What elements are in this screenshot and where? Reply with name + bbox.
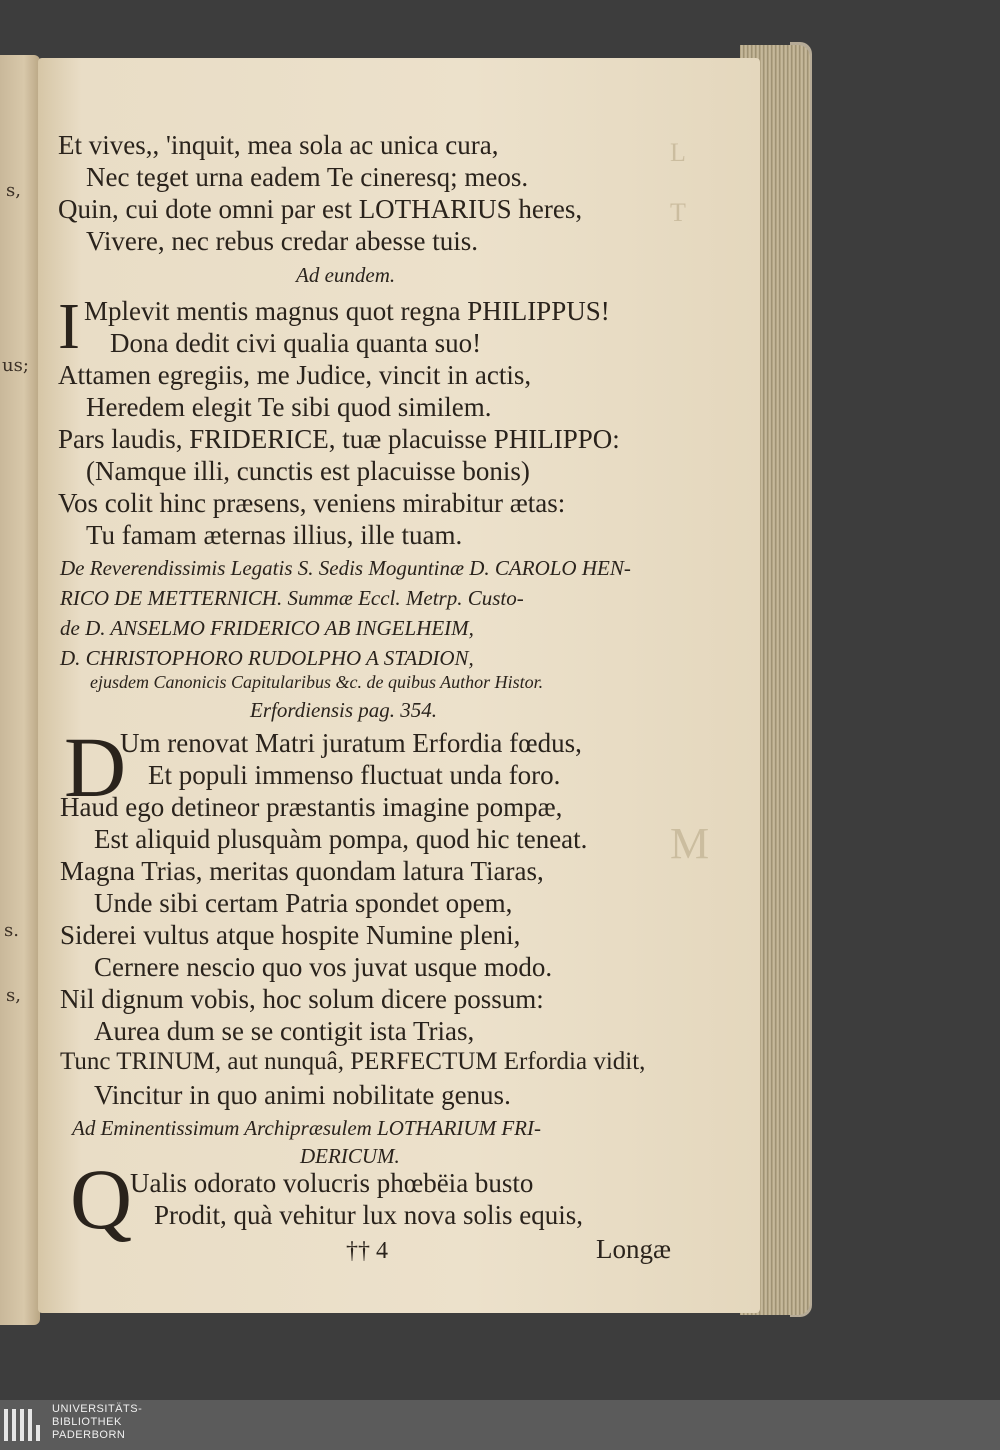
- verse-line: Tunc TRINUM, aut nunquâ, PERFECTUM Erfordia vidit,: [60, 1048, 646, 1075]
- verse-line: Pars laudis, FRIDERICE, tuæ placuisse PHILIPPO:: [58, 424, 620, 454]
- verse-line: Aurea dum se se contigit ista Trias,: [94, 1016, 475, 1046]
- show-through: T: [670, 198, 686, 227]
- dedication-heading: Erfordiensis pag. 354.: [250, 698, 438, 722]
- logo-line: UNIVERSITÄTS-: [52, 1403, 143, 1415]
- dedication-heading: D. CHRISTOPHORO RUDOLPHO A STADION,: [60, 646, 474, 670]
- drop-cap: D: [64, 719, 127, 815]
- verse-line: Cernere nescio quo vos juvat usque modo.: [94, 952, 553, 982]
- verse-line: Vos colit hinc præsens, veniens mirabitur ætas:: [58, 488, 566, 518]
- margin-fragment: s,: [6, 180, 21, 201]
- dedication-heading: RICO DE METTERNICH. Summæ Eccl. Metrp. Custo-: [60, 586, 524, 610]
- facing-page-left: [0, 55, 40, 1325]
- verse-line: Prodit, quà vehitur lux nova solis equis,: [154, 1200, 583, 1230]
- verse-line: Attamen egregiis, me Judice, vincit in actis,: [58, 360, 532, 390]
- logo-line: PADERBORN: [52, 1429, 126, 1441]
- show-through: L: [670, 138, 686, 167]
- drop-cap: Q: [70, 1151, 133, 1247]
- section-heading: Ad eundem.: [296, 263, 396, 287]
- verse-line: Et vives,, 'inquit, mea sola ac unica cura,: [58, 130, 499, 160]
- verse-line: Dona dedit civi qualia quanta suo!: [110, 328, 482, 358]
- logo-line: BIBLIOTHEK: [52, 1416, 122, 1428]
- library-footer-bar: [0, 1400, 1000, 1450]
- verse-line: Um renovat Matri juratum Erfordia fœdus,: [120, 728, 582, 758]
- verse-line: Vivere, nec rebus credar abesse tuis.: [86, 226, 478, 256]
- signature-mark: †† 4: [346, 1238, 388, 1264]
- verse-line: Unde sibi certam Patria spondet opem,: [94, 888, 513, 918]
- dedication-heading: De Reverendissimis Legatis S. Sedis Moguntinæ D. CAROLO HEN-: [60, 556, 631, 580]
- dedication-heading: ejusdem Canonicis Capitularibus &c. de quibus Author Histor.: [90, 672, 544, 692]
- drop-cap: I: [58, 290, 80, 363]
- verse-line: (Namque illi, cunctis est placuisse bonis): [86, 456, 530, 486]
- verse-line: Heredem elegit Te sibi quod similem.: [86, 392, 492, 422]
- dedication-heading: Ad Eminentissimum Archipræsulem LOTHARIUM FRI-: [72, 1116, 541, 1140]
- verse-line: Quin, cui dote omni par est LOTHARIUS heres,: [58, 194, 583, 224]
- dedication-heading: DERICUM.: [300, 1144, 400, 1168]
- verse-line: Haud ego detineor præstantis imagine pompæ,: [60, 792, 563, 822]
- catchword: Longæ: [596, 1234, 672, 1264]
- verse-line: Ualis odorato volucris phœbëia busto: [130, 1168, 534, 1198]
- show-through: M: [670, 819, 710, 868]
- verse-line: Et populi immenso fluctuat unda foro.: [148, 760, 561, 790]
- margin-fragment: s,: [6, 985, 21, 1006]
- margin-fragment: s.: [4, 920, 19, 941]
- verse-line: Est aliquid plusquàm pompa, quod hic teneat.: [94, 824, 588, 854]
- library-logo-text: [52, 1403, 142, 1442]
- verse-line: Vincitur in quo animi nobilitate genus.: [94, 1080, 511, 1110]
- verse-line: Tu famam æternas illius, ille tuam.: [86, 520, 463, 550]
- library-logo-icon: [4, 1405, 42, 1445]
- book-page: [38, 58, 760, 1313]
- verse-line: Magna Trias, meritas quondam latura Tiaras,: [60, 856, 544, 886]
- verse-line: Mplevit mentis magnus quot regna PHILIPPUS!: [84, 296, 610, 326]
- verse-line: Nil dignum vobis, hoc solum dicere possum:: [60, 984, 544, 1014]
- verse-line: Siderei vultus atque hospite Numine pleni,: [60, 920, 521, 950]
- margin-fragment: us;: [2, 355, 29, 376]
- verse-line: Nec teget urna eadem Te cineresq; meos.: [86, 162, 529, 192]
- dedication-heading: de D. ANSELMO FRIDERICO AB INGELHEIM,: [60, 616, 474, 640]
